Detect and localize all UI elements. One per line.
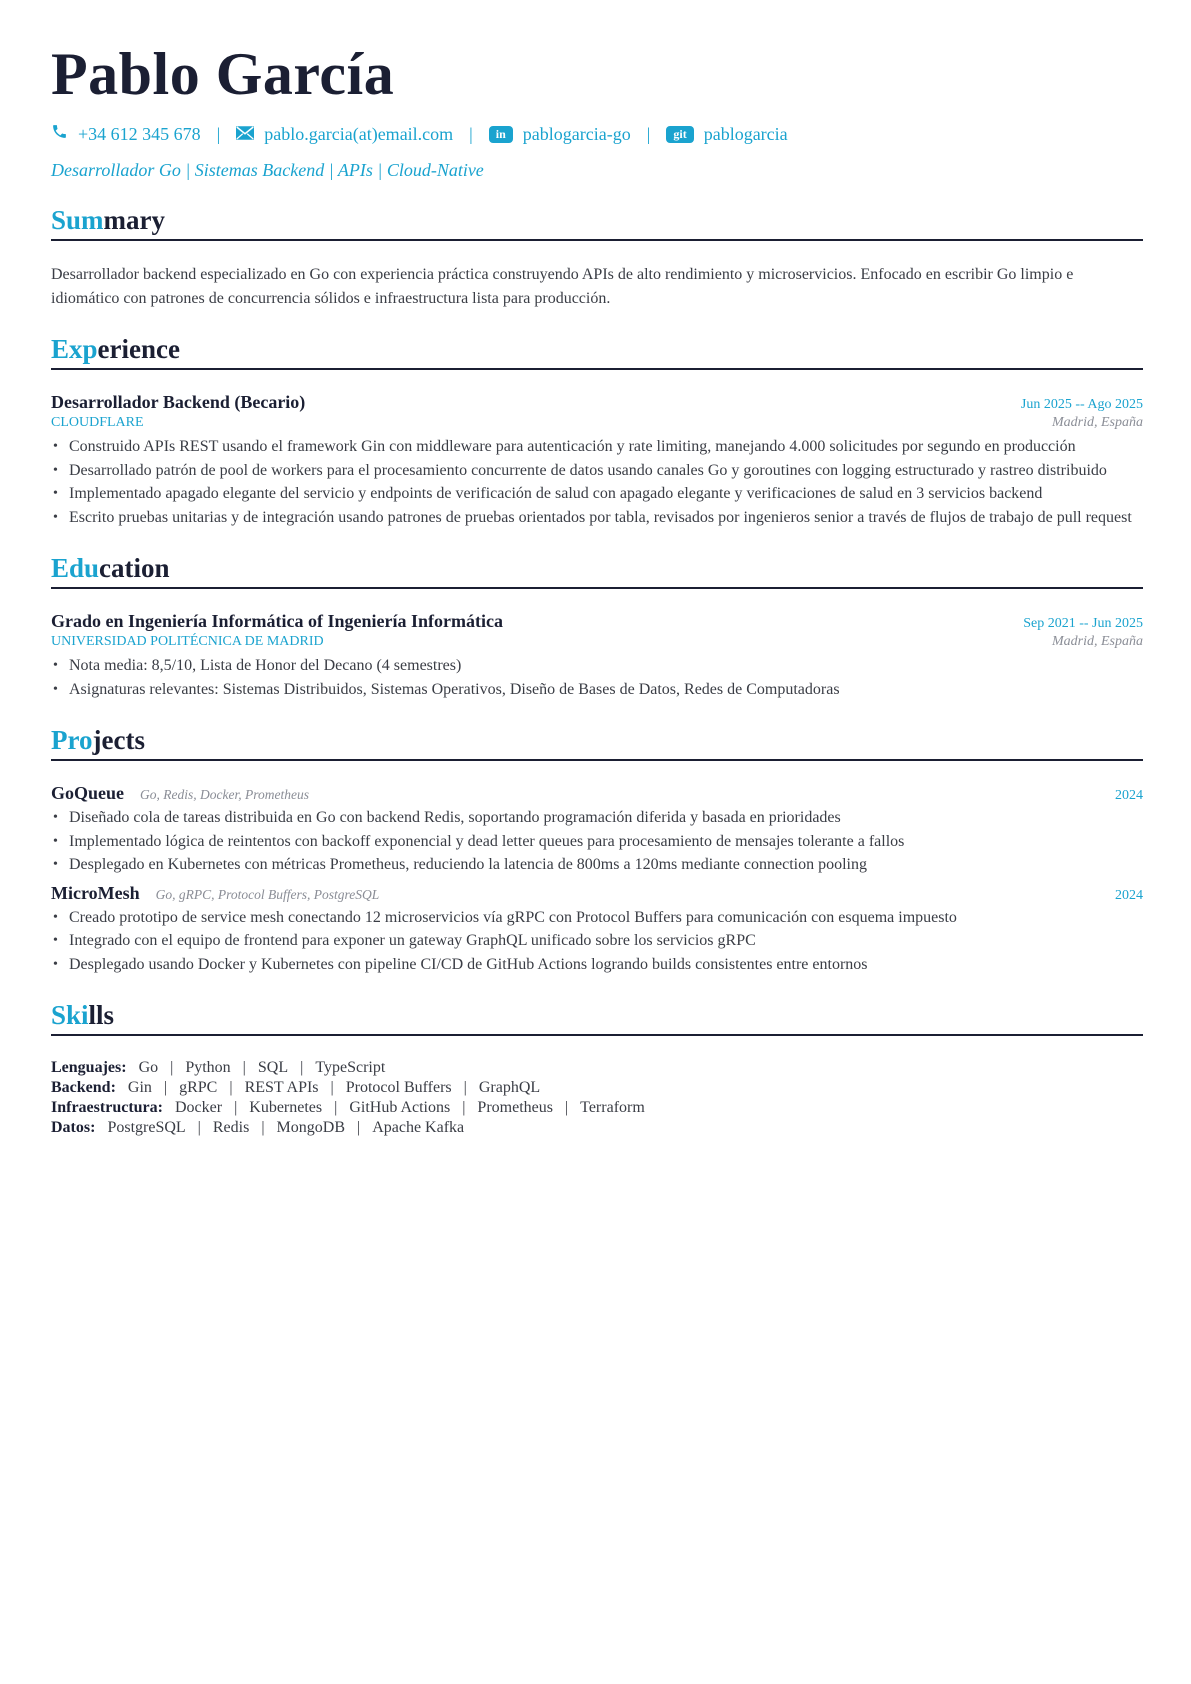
skill-category: Datos:	[51, 1119, 96, 1136]
skill-item: Prometheus	[477, 1099, 553, 1116]
skill-item: Apache Kafka	[372, 1119, 465, 1136]
project-name: MicroMesh	[51, 882, 140, 903]
separator: |	[261, 1119, 265, 1136]
section-title: Projects	[51, 723, 1143, 761]
section-title: Experience	[51, 332, 1143, 370]
skill-row	[51, 1078, 1143, 1098]
skill-category: Infraestructura:	[51, 1099, 163, 1116]
skill-item: Go	[138, 1059, 159, 1076]
project-name: GoQueue	[51, 783, 125, 803]
section-title: Summary	[51, 203, 1143, 241]
phone-contact[interactable]	[51, 123, 201, 145]
separator: |	[463, 1079, 467, 1096]
job-location: Madrid, España	[1052, 415, 1143, 430]
list-item: • Desplegado usando Docker y Kubernetes con pipeline CI/CD de GitHub Actions logrando builds consistentes entre entornos	[51, 953, 1143, 977]
school-name: UNIVERSIDAD POLITÉCNICA DE MADRID	[51, 634, 324, 649]
list-item: • Creado prototipo de service mesh conectando 12 microservicios vía gRPC con Protocol Buffers para comunicación con esquema impuesto	[51, 906, 1143, 930]
tagline: Desarrollador Go | Sistemas Backend | APIs | Cloud-Native	[51, 160, 484, 180]
job-title: Desarrollador Backend (Becario)	[51, 392, 306, 412]
skills-section	[51, 998, 1143, 1138]
separator: |	[170, 1059, 174, 1076]
separator: |	[356, 1119, 361, 1136]
section-title: Education	[51, 551, 1143, 589]
education-section	[51, 551, 1143, 701]
separator: |	[197, 1119, 201, 1136]
skill-item: gRPC	[179, 1079, 218, 1096]
project-bullets	[51, 906, 1143, 977]
phone-icon	[51, 123, 68, 145]
education-bullets	[51, 654, 1143, 701]
linkedin-handle: pablogarcia-go	[522, 123, 631, 144]
experience-section	[51, 332, 1143, 529]
candidate-name	[51, 38, 1143, 110]
job-dates: Jun 2025 -- Ago 2025	[1020, 397, 1143, 412]
skill-row	[51, 1098, 1143, 1118]
projects-section	[51, 723, 1143, 976]
contact-line	[51, 122, 1143, 146]
skill-row	[51, 1058, 1143, 1078]
list-item: • Diseñado cola de tareas distribuida en Go con backend Redis, soportando programación diferida y basada en prioridades	[51, 806, 1143, 830]
skills-list	[51, 1058, 1143, 1138]
project-year: 2024	[1115, 788, 1143, 803]
degree-title: Grado en Ingeniería Informática of Ingeniería Informática	[51, 611, 503, 631]
summary-text: Desarrollador backend especializado en Go con experiencia práctica construyendo APIs de alto rendimiento y microservicios. Enfocado en escribir Go limpio e idiomático con patrones de concurrencia sólidos e infraestructura lista para producción.	[51, 266, 1074, 307]
section-title: Skills	[51, 998, 1143, 1036]
project-year: 2024	[1115, 887, 1143, 903]
separator: |	[646, 123, 651, 144]
linkedin-icon: in	[489, 126, 513, 143]
skill-item: Redis	[212, 1119, 250, 1136]
list-item: • Nota media: 8,5/10, Lista de Honor del Decano (4 semestres)	[51, 654, 1143, 678]
list-item: • Integrado con el equipo de frontend para exponer un gateway GraphQL unificado sobre los servicios gRPC	[51, 929, 1143, 953]
skill-item: GitHub Actions	[349, 1099, 451, 1116]
first-name: Pablo	[51, 41, 201, 107]
separator: |	[242, 1059, 246, 1076]
skill-item: Gin	[127, 1079, 152, 1096]
skill-item: Protocol Buffers	[345, 1079, 452, 1096]
skill-item: Terraform	[580, 1099, 645, 1116]
github-contact[interactable]	[666, 124, 787, 145]
summary-section	[51, 203, 1143, 310]
skill-category: Backend:	[51, 1079, 116, 1096]
separator: |	[469, 123, 473, 144]
separator: |	[330, 1079, 334, 1096]
phone-number: +34 612 345 678	[78, 123, 201, 144]
skill-item: MongoDB	[276, 1119, 345, 1136]
separator: |	[216, 123, 221, 144]
project-bullets	[51, 806, 1143, 877]
skill-item: Kubernetes	[249, 1099, 323, 1116]
list-item: • Desarrollado patrón de pool de workers para el procesamiento concurrente de datos usando canales Go y goroutines con logging estructurado y rastreo distribuido	[51, 459, 1143, 483]
skill-item: Docker	[174, 1099, 223, 1116]
skill-category: Lenguajes:	[51, 1059, 127, 1076]
github-handle: pablogarcia	[703, 123, 788, 144]
separator: |	[564, 1099, 569, 1116]
skill-item: Python	[185, 1059, 231, 1076]
separator: |	[462, 1099, 466, 1116]
separator: |	[229, 1079, 233, 1096]
envelope-icon	[236, 124, 254, 145]
project-tech: Go, gRPC, Protocol Buffers, PostgreSQL	[155, 886, 380, 902]
separator: |	[163, 1079, 168, 1096]
list-item: • Desplegado en Kubernetes con métricas Prometheus, reduciendo la latencia de 800ms a 120ms mediante connection pooling	[51, 853, 1143, 877]
email-contact[interactable]	[236, 124, 453, 145]
list-item: • Implementado lógica de reintentos con backoff exponencial y dead letter queues para procesamiento de mensajes tolerante a fallos	[51, 830, 1143, 854]
skill-row	[51, 1118, 1143, 1138]
email-address: pablo.garcia(at)email.com	[264, 123, 454, 144]
separator: |	[300, 1059, 304, 1076]
separator: |	[334, 1099, 338, 1116]
separator: |	[234, 1099, 238, 1116]
education-entry	[51, 611, 1143, 701]
education-dates: Sep 2021 -- Jun 2025	[1023, 616, 1143, 631]
company-name: CLOUDFLARE	[51, 415, 144, 430]
school-location: Madrid, España	[1052, 634, 1143, 649]
project-tech: Go, Redis, Docker, Prometheus	[140, 787, 309, 802]
project-entry	[51, 883, 1143, 977]
skill-item: REST APIs	[244, 1079, 319, 1096]
skill-item: SQL	[257, 1059, 289, 1076]
experience-entry	[51, 392, 1143, 529]
project-entry	[51, 783, 1143, 877]
linkedin-contact[interactable]	[489, 124, 631, 145]
git-icon: git	[666, 126, 693, 143]
skill-item: TypeScript	[315, 1059, 386, 1076]
experience-bullets	[51, 435, 1143, 529]
list-item: • Implementado apagado elegante del servicio y endpoints de verificación de salud con apagado elegante y verificaciones de salud en 3 servicios backend	[51, 482, 1143, 506]
list-item: • Escrito pruebas unitarias y de integración usando patrones de pruebas orientados por tabla, revisados por ingenieros senior a través de flujos de trabajo de pull request	[51, 506, 1143, 530]
skill-item: PostgreSQL	[107, 1119, 186, 1136]
last-name: García	[215, 41, 395, 107]
list-item: • Asignaturas relevantes: Sistemas Distribuidos, Sistemas Operativos, Diseño de Bases de Datos, Redes de Computadoras	[51, 678, 1143, 702]
list-item: • Construido APIs REST usando el framework Gin con middleware para autenticación y rate limiting, manejando 4.000 solicitudes por segundo en producción	[51, 435, 1143, 459]
skill-item: GraphQL	[478, 1079, 541, 1096]
